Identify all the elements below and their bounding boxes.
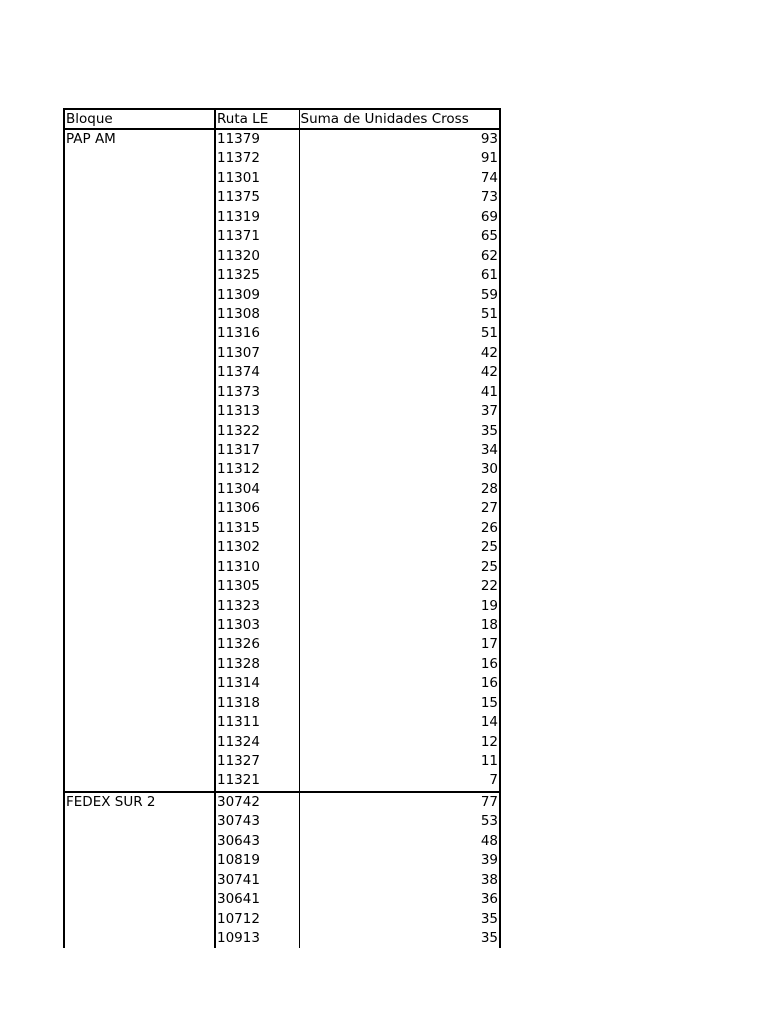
ruta-le-cell[interactable]: 30743	[215, 812, 299, 831]
suma-unidades-cross-cell[interactable]: 15	[299, 694, 500, 713]
suma-unidades-cross-cell[interactable]: 35	[299, 910, 500, 929]
bloque-cell-empty[interactable]	[64, 247, 215, 266]
ruta-le-cell[interactable]: 10913	[215, 929, 299, 948]
bloque-cell-empty[interactable]	[64, 441, 215, 460]
suma-unidades-cross-cell[interactable]: 51	[299, 324, 500, 343]
pivot-table	[63, 108, 501, 948]
bloque-cell-empty[interactable]	[64, 851, 215, 870]
bloque-cell-empty[interactable]	[64, 733, 215, 752]
ruta-le-cell[interactable]: 11307	[215, 344, 299, 363]
bloque-cell[interactable]: PAP AM	[64, 129, 215, 149]
suma-unidades-cross-cell[interactable]: 42	[299, 344, 500, 363]
header-suma-unidades-cross[interactable]: Suma de Unidades Cross	[299, 109, 500, 129]
suma-unidades-cross-cell[interactable]: 16	[299, 655, 500, 674]
bloque-cell-empty[interactable]	[64, 832, 215, 851]
table-row	[64, 422, 500, 441]
suma-unidades-cross-cell[interactable]: 12	[299, 733, 500, 752]
suma-unidades-cross-cell[interactable]: 30	[299, 460, 500, 479]
bloque-cell-empty[interactable]	[64, 674, 215, 693]
table-row	[64, 402, 500, 421]
suma-unidades-cross-cell[interactable]: 65	[299, 227, 500, 246]
suma-unidades-cross-cell[interactable]: 93	[299, 129, 500, 149]
ruta-le-cell[interactable]: 10712	[215, 910, 299, 929]
ruta-le-cell[interactable]: 11314	[215, 674, 299, 693]
header-ruta-le[interactable]: Ruta LE	[215, 109, 299, 129]
table-row	[64, 460, 500, 479]
suma-unidades-cross-cell[interactable]: 74	[299, 169, 500, 188]
ruta-le-cell[interactable]: 11326	[215, 635, 299, 654]
suma-unidades-cross-cell[interactable]: 7	[299, 771, 500, 791]
ruta-le-cell[interactable]: 11301	[215, 169, 299, 188]
table-row	[64, 149, 500, 168]
suma-unidades-cross-cell[interactable]: 48	[299, 832, 500, 851]
ruta-le-cell[interactable]: 11315	[215, 519, 299, 538]
bloque-cell-empty[interactable]	[64, 752, 215, 771]
table-row	[64, 752, 500, 771]
suma-unidades-cross-cell[interactable]: 73	[299, 188, 500, 207]
suma-unidades-cross-cell[interactable]: 25	[299, 538, 500, 557]
suma-unidades-cross-cell[interactable]: 35	[299, 929, 500, 948]
ruta-le-cell[interactable]: 30741	[215, 871, 299, 890]
ruta-le-cell[interactable]: 11318	[215, 694, 299, 713]
table-row	[64, 383, 500, 402]
ruta-le-cell[interactable]: 11321	[215, 771, 299, 791]
bloque-cell-empty[interactable]	[64, 519, 215, 538]
table-row	[64, 324, 500, 343]
table-row	[64, 247, 500, 266]
bloque-cell-empty[interactable]	[64, 149, 215, 168]
bloque-cell-empty[interactable]	[64, 402, 215, 421]
table-row	[64, 480, 500, 499]
ruta-le-cell[interactable]: 10819	[215, 851, 299, 870]
ruta-le-cell[interactable]: 11374	[215, 363, 299, 382]
table-row	[64, 499, 500, 518]
suma-unidades-cross-cell[interactable]: 17	[299, 635, 500, 654]
table-row	[64, 713, 500, 732]
table-row	[64, 635, 500, 654]
suma-unidades-cross-cell[interactable]: 59	[299, 286, 500, 305]
bloque-cell-empty[interactable]	[64, 383, 215, 402]
suma-unidades-cross-cell[interactable]: 27	[299, 499, 500, 518]
ruta-le-cell[interactable]: 11316	[215, 324, 299, 343]
suma-unidades-cross-cell[interactable]: 62	[299, 247, 500, 266]
bloque-cell-empty[interactable]	[64, 208, 215, 227]
suma-unidades-cross-cell[interactable]: 26	[299, 519, 500, 538]
bloque-cell-empty[interactable]	[64, 558, 215, 577]
table-row	[64, 538, 500, 557]
suma-unidades-cross-cell[interactable]: 35	[299, 422, 500, 441]
ruta-le-cell[interactable]: 11319	[215, 208, 299, 227]
ruta-le-cell[interactable]: 11379	[215, 129, 299, 149]
bloque-cell-empty[interactable]	[64, 655, 215, 674]
ruta-le-cell[interactable]: 11306	[215, 499, 299, 518]
bloque-cell-empty[interactable]	[64, 188, 215, 207]
table-row	[64, 169, 500, 188]
ruta-le-cell[interactable]: 11375	[215, 188, 299, 207]
ruta-le-cell[interactable]: 11317	[215, 441, 299, 460]
suma-unidades-cross-cell[interactable]: 11	[299, 752, 500, 771]
bloque-cell-empty[interactable]	[64, 929, 215, 948]
table-row	[64, 558, 500, 577]
ruta-le-cell[interactable]: 11309	[215, 286, 299, 305]
suma-unidades-cross-cell[interactable]: 37	[299, 402, 500, 421]
header-bloque[interactable]: Bloque	[64, 109, 215, 129]
table-row	[64, 344, 500, 363]
table-row	[64, 851, 500, 870]
ruta-le-cell[interactable]: 11320	[215, 247, 299, 266]
table-row	[64, 910, 500, 929]
table-row	[64, 286, 500, 305]
table-row	[64, 208, 500, 227]
bloque-cell-empty[interactable]	[64, 694, 215, 713]
ruta-le-cell[interactable]: 11323	[215, 597, 299, 616]
table-row	[64, 771, 500, 791]
table-row	[64, 890, 500, 909]
bloque-cell-empty[interactable]	[64, 305, 215, 324]
bloque-cell-empty[interactable]	[64, 812, 215, 831]
ruta-le-cell[interactable]: 11373	[215, 383, 299, 402]
table-row	[64, 597, 500, 616]
bloque-cell-empty[interactable]	[64, 324, 215, 343]
suma-unidades-cross-cell[interactable]: 39	[299, 851, 500, 870]
ruta-le-cell[interactable]: 11313	[215, 402, 299, 421]
bloque-cell-empty[interactable]	[64, 480, 215, 499]
bloque-cell-empty[interactable]	[64, 871, 215, 890]
suma-unidades-cross-cell[interactable]: 16	[299, 674, 500, 693]
ruta-le-cell[interactable]: 11322	[215, 422, 299, 441]
bloque-cell-empty[interactable]	[64, 460, 215, 479]
bloque-cell-empty[interactable]	[64, 227, 215, 246]
suma-unidades-cross-cell[interactable]: 19	[299, 597, 500, 616]
suma-unidades-cross-cell[interactable]: 36	[299, 890, 500, 909]
table-row	[64, 792, 500, 812]
bloque-cell-empty[interactable]	[64, 713, 215, 732]
ruta-le-cell[interactable]: 30643	[215, 832, 299, 851]
table-row	[64, 266, 500, 285]
ruta-le-cell[interactable]: 11325	[215, 266, 299, 285]
suma-unidades-cross-cell[interactable]: 42	[299, 363, 500, 382]
ruta-le-cell[interactable]: 11312	[215, 460, 299, 479]
table-row	[64, 577, 500, 596]
ruta-le-cell[interactable]: 30641	[215, 890, 299, 909]
suma-unidades-cross-cell[interactable]: 28	[299, 480, 500, 499]
bloque-cell-empty[interactable]	[64, 286, 215, 305]
table-row	[64, 305, 500, 324]
ruta-le-cell[interactable]: 11324	[215, 733, 299, 752]
bloque-cell[interactable]: FEDEX SUR 2	[64, 792, 215, 812]
table-row	[64, 363, 500, 382]
table-row	[64, 733, 500, 752]
suma-unidades-cross-cell[interactable]: 91	[299, 149, 500, 168]
suma-unidades-cross-cell[interactable]: 77	[299, 792, 500, 812]
ruta-le-cell[interactable]: 11372	[215, 149, 299, 168]
table-row	[64, 519, 500, 538]
table-body	[64, 129, 500, 948]
bloque-cell-empty[interactable]	[64, 344, 215, 363]
bloque-cell-empty[interactable]	[64, 771, 215, 791]
suma-unidades-cross-cell[interactable]: 22	[299, 577, 500, 596]
table-row	[64, 694, 500, 713]
bloque-cell-empty[interactable]	[64, 169, 215, 188]
bloque-cell-empty[interactable]	[64, 538, 215, 557]
suma-unidades-cross-cell[interactable]: 34	[299, 441, 500, 460]
ruta-le-cell[interactable]: 11327	[215, 752, 299, 771]
ruta-le-cell[interactable]: 11308	[215, 305, 299, 324]
bloque-cell-empty[interactable]	[64, 616, 215, 635]
ruta-le-cell[interactable]: 11303	[215, 616, 299, 635]
header-row	[64, 109, 500, 129]
table-row	[64, 674, 500, 693]
bloque-cell-empty[interactable]	[64, 577, 215, 596]
bloque-cell-empty[interactable]	[64, 422, 215, 441]
table-row	[64, 616, 500, 635]
pivot-table-region	[63, 108, 499, 946]
suma-unidades-cross-cell[interactable]: 18	[299, 616, 500, 635]
suma-unidades-cross-cell[interactable]: 61	[299, 266, 500, 285]
bloque-cell-empty[interactable]	[64, 910, 215, 929]
bloque-cell-empty[interactable]	[64, 499, 215, 518]
ruta-le-cell[interactable]: 11310	[215, 558, 299, 577]
suma-unidades-cross-cell[interactable]: 51	[299, 305, 500, 324]
table-row	[64, 929, 500, 948]
suma-unidades-cross-cell[interactable]: 38	[299, 871, 500, 890]
bloque-cell-empty[interactable]	[64, 266, 215, 285]
suma-unidades-cross-cell[interactable]: 69	[299, 208, 500, 227]
ruta-le-cell[interactable]: 11328	[215, 655, 299, 674]
table-row	[64, 188, 500, 207]
ruta-le-cell[interactable]: 30742	[215, 792, 299, 812]
table-row	[64, 871, 500, 890]
table-row	[64, 441, 500, 460]
suma-unidades-cross-cell[interactable]: 14	[299, 713, 500, 732]
bloque-cell-empty[interactable]	[64, 890, 215, 909]
table-row	[64, 129, 500, 149]
ruta-le-cell[interactable]: 11305	[215, 577, 299, 596]
bloque-cell-empty[interactable]	[64, 363, 215, 382]
table-row	[64, 832, 500, 851]
suma-unidades-cross-cell[interactable]: 41	[299, 383, 500, 402]
table-row	[64, 812, 500, 831]
bloque-cell-empty[interactable]	[64, 597, 215, 616]
ruta-le-cell[interactable]: 11302	[215, 538, 299, 557]
suma-unidades-cross-cell[interactable]: 53	[299, 812, 500, 831]
ruta-le-cell[interactable]: 11371	[215, 227, 299, 246]
ruta-le-cell[interactable]: 11311	[215, 713, 299, 732]
suma-unidades-cross-cell[interactable]: 25	[299, 558, 500, 577]
table-row	[64, 655, 500, 674]
table-row	[64, 227, 500, 246]
bloque-cell-empty[interactable]	[64, 635, 215, 654]
ruta-le-cell[interactable]: 11304	[215, 480, 299, 499]
